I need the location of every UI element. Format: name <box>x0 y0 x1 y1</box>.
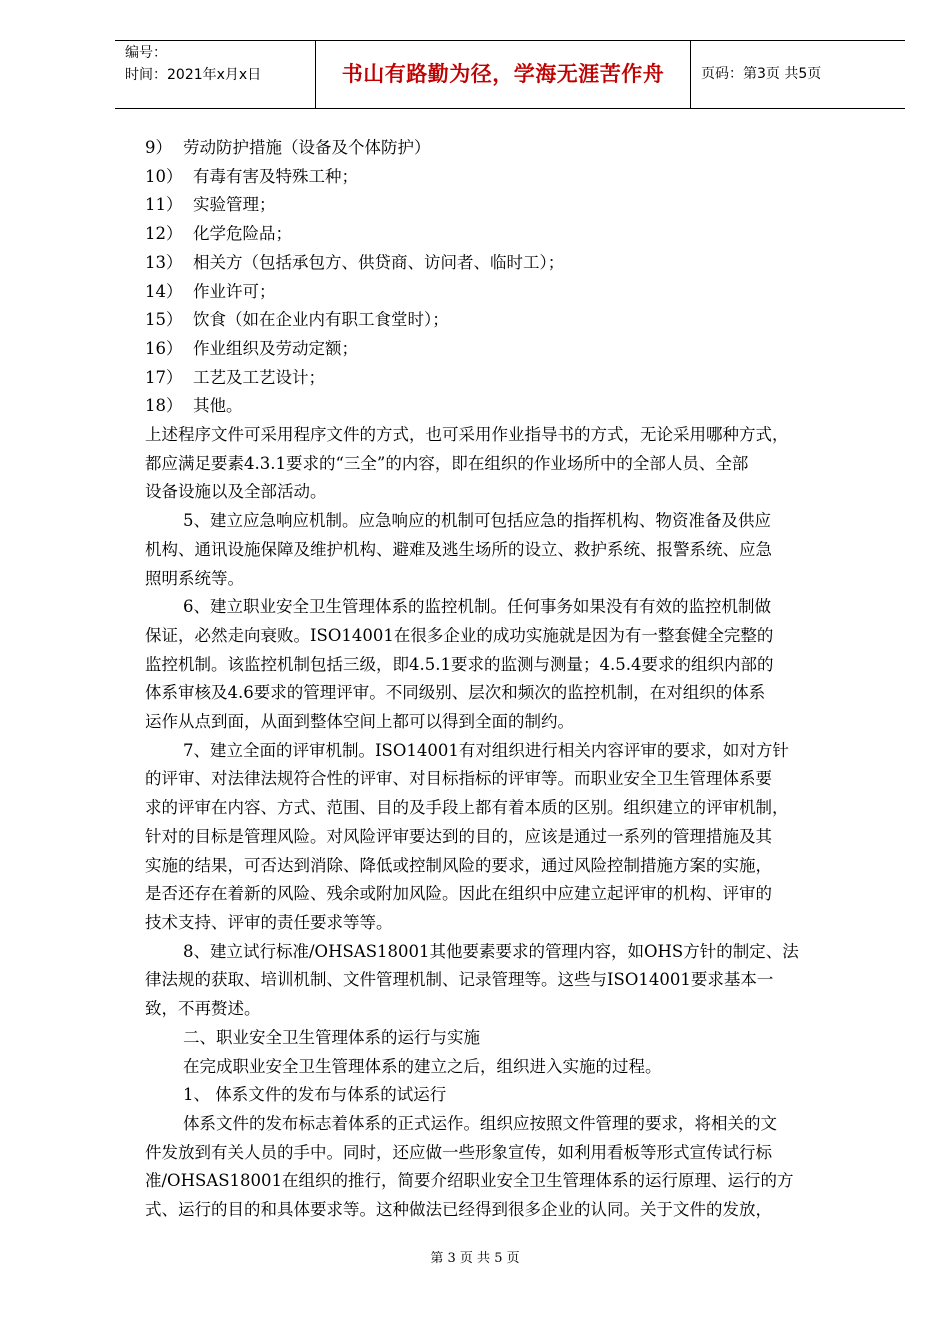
list-item: 16） 作业组织及劳动定额； <box>145 338 358 358</box>
paragraph-line: 运作从点到面，从面到整体空间上都可以得到全面的制约。 <box>145 712 574 732</box>
paragraph-line: 5、建立应急响应机制。应急响应的机制可包括应急的指挥机构、物资准备及供应 <box>183 511 771 531</box>
paragraph-line: 式、运行的目的和具体要求等。这种做法已经得到很多企业的认同。关于文件的发放， <box>145 1200 772 1220</box>
time-label: 时间：2021年x月x日 <box>125 67 262 83</box>
paragraph-line: 是否还存在着新的风险、残余或附加风险。因此在组织中应建立起评审的机构、评审的 <box>145 884 772 904</box>
paragraph-line: 设备设施以及全部活动。 <box>145 482 327 502</box>
document-body <box>145 134 885 1225</box>
paragraph-line: 都应满足要素4.3.1要求的“三全”的内容，即在组织的作业场所中的全部人员、全部 <box>145 453 749 473</box>
list-item: 10） 有毒有害及特殊工种； <box>145 166 358 186</box>
paragraph-line: 体系文件的发布标志着体系的正式运作。组织应按照文件管理的要求，将相关的文 <box>183 1113 777 1133</box>
paragraph-line: 实施的结果，可否达到消除、降低或控制风险的要求，通过风险控制措施方案的实施， <box>145 855 772 875</box>
page-header <box>115 40 905 109</box>
doc-number-label: 编号： <box>125 45 167 61</box>
list-item: 14） 作业许可； <box>145 281 276 301</box>
header-page-cell <box>691 41 905 108</box>
paragraph-line: 律法规的获取、培训机制、文件管理机制、记录管理等。这些与ISO14001要求基本一 <box>145 970 774 990</box>
page-indicator: 页码：第3页 共5页 <box>701 66 822 82</box>
paragraph-line: 准/OHSAS18001在组织的推行，简要介绍职业安全卫生管理体系的运行原理、运行的方 <box>145 1171 794 1191</box>
paragraph-line: 照明系统等。 <box>145 568 244 588</box>
section-heading: 二、职业安全卫生管理体系的运行与实施 <box>183 1027 480 1047</box>
paragraph-line: 求的评审在内容、方式、范围、目的及手段上都有着本质的区别。组织建立的评审机制， <box>145 798 789 818</box>
list-item: 13） 相关方（包括承包方、供贷商、访问者、临时工）； <box>145 252 565 272</box>
paragraph-line: 保证，必然走向衰败。ISO14001在很多企业的成功实施就是因为有一整套健全完整的 <box>145 625 774 645</box>
list-item: 9） 劳动防护措施（设备及个体防护） <box>145 138 431 157</box>
paragraph-line: 针对的目标是管理风险。对风险评审要达到的目的，应该是通过一系列的管理措施及其 <box>145 826 772 846</box>
paragraph-line: 上述程序文件可采用程序文件的方式，也可采用作业指导书的方式，无论采用哪种方式， <box>145 425 789 445</box>
paragraph-line: 8、建立试行标准/OHSAS18001其他要素要求的管理内容，如OHS方针的制定、法 <box>183 941 799 961</box>
header-meta-cell <box>115 41 316 108</box>
paragraph-line: 机构、通讯设施保障及维护机构、避难及逃生场所的设立、救护系统、报警系统、应急 <box>145 539 772 559</box>
paragraph-line: 件发放到有关人员的手中。同时，还应做一些形象宣传，如利用看板等形式宣传试行标 <box>145 1142 772 1162</box>
motto: 书山有路勤为径，学海无涯苦作舟 <box>341 62 665 86</box>
header-motto-cell <box>316 41 691 108</box>
paragraph-line: 6、建立职业安全卫生管理体系的监控机制。任何事务如果没有有效的监控机制做 <box>183 597 771 617</box>
list-item: 11） 实验管理； <box>145 195 276 215</box>
paragraph-line: 致，不再赘述。 <box>145 999 261 1019</box>
paragraph-line: 7、建立全面的评审机制。ISO14001有对组织进行相关内容评审的要求，如对方针 <box>183 740 789 760</box>
subsection-heading: 1、 体系文件的发布与体系的试运行 <box>183 1085 447 1105</box>
list-item: 15） 饮食（如在企业内有职工食堂时）； <box>145 310 449 330</box>
paragraph-line: 的评审、对法律法规符合性的评审、对目标指标的评审等。而职业安全卫生管理体系要 <box>145 769 772 789</box>
page-footer: 第 3 页 共 5 页 <box>430 1251 520 1266</box>
paragraph-line: 体系审核及4.6要求的管理评审。不同级别、层次和频次的监控机制，在对组织的体系 <box>145 683 766 703</box>
paragraph-line: 技术支持、评审的责任要求等等。 <box>145 912 393 932</box>
paragraph-line: 在完成职业安全卫生管理体系的建立之后，组织进入实施的过程。 <box>183 1056 662 1076</box>
list-item: 18） 其他。 <box>145 396 243 416</box>
paragraph-line: 监控机制。该监控机制包括三级，即4.5.1要求的监测与测量；4.5.4要求的组织内部的 <box>145 654 774 674</box>
list-item: 17） 工艺及工艺设计； <box>145 367 325 387</box>
list-item: 12） 化学危险品； <box>145 224 292 244</box>
